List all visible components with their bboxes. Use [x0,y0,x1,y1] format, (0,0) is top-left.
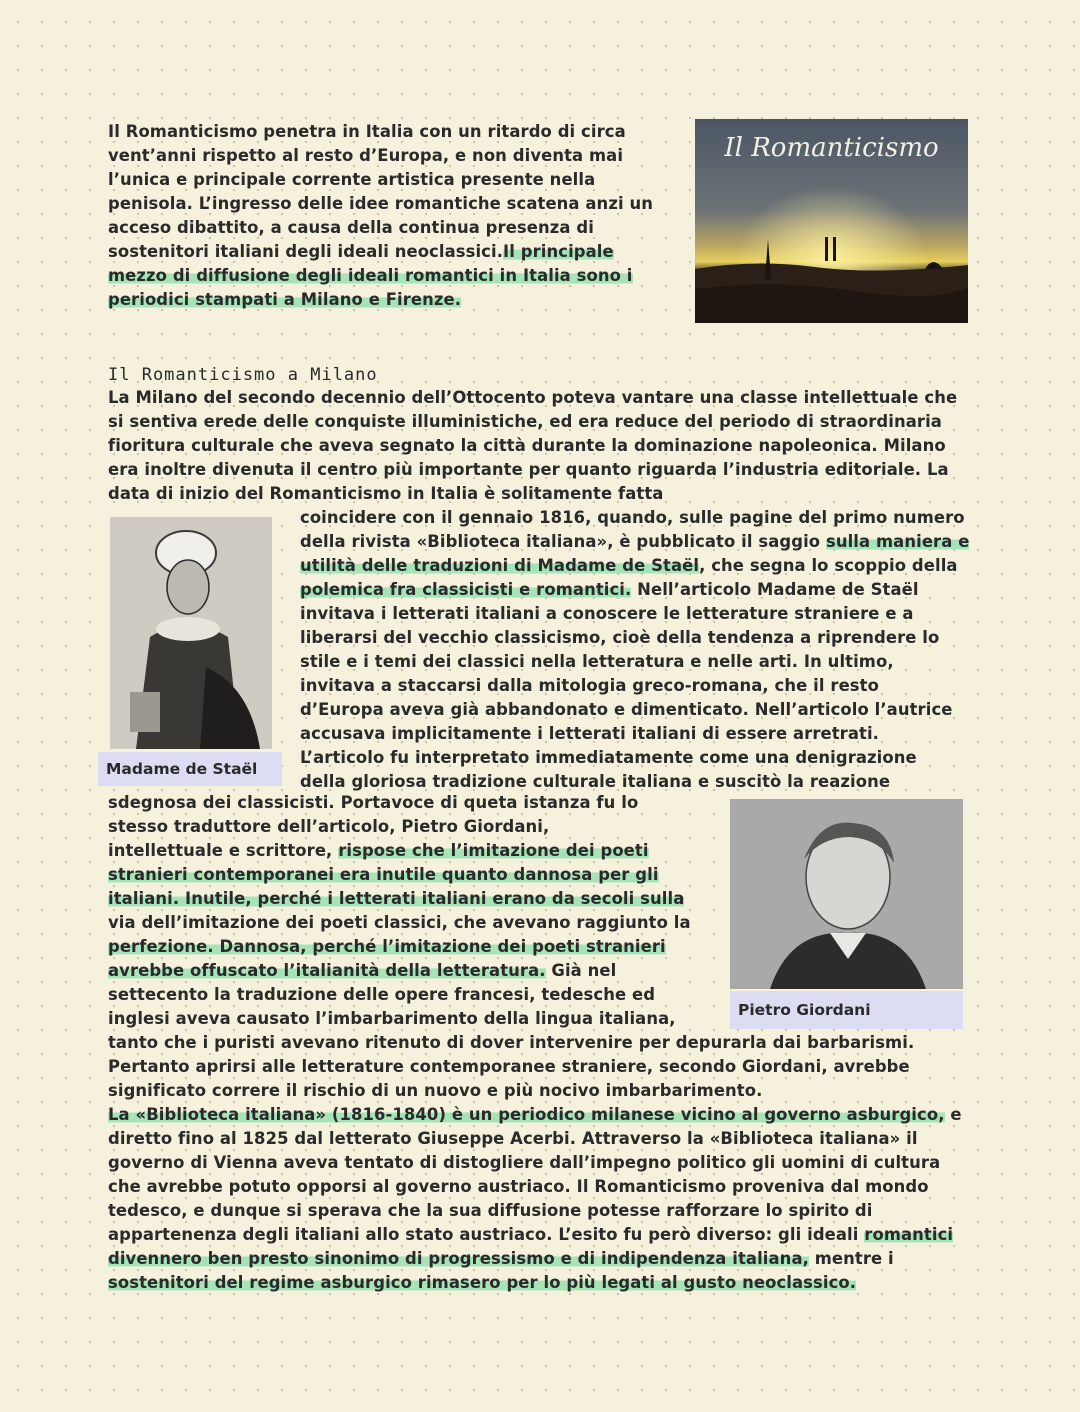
left-line-9: settecento la traduzione delle opere francesi, tedesche ed [108,985,656,1004]
milano-paragraph-2-side [300,506,980,794]
milano-para1-text: La Milano del secondo decennio dell’Ottocento poteva vantare una classe intellettuale che si sentiva erede delle conquiste illuministiche, ed era reduce del periodo di straordinaria fioritura culturale che aveva segnato la città durante la dominazione napoleonica. Milano era inoltre divenuta il centro più importante per quanto riguarda l’industria editoriale. [108,388,958,479]
side-line-4: polemica fra classicisti e romantici. Nell’articolo Madame de Staël [300,580,919,599]
side-line-6: liberarsi del vecchio classicismo, cioè della tendenza a riprendere lo [300,628,940,647]
caption-stael: Madame de Staël [98,752,282,786]
pietro-giordani-portrait [730,799,963,989]
para3-text-a: e diretto fino al 1825 dal letterato Giuseppe Acerbi. Attraverso la «Biblioteca italiana» il governo di Vienna aveva tentato di distogliere dall’impegno politico gli uomini di cultura che avrebbe potuto opporsi al governo austriaco. Il Romanticismo proveniva dal mondo tedesco, e dunque si sperava che la sua diffusione potesse rafforzare lo spirito di appartenenza degli italiani allo stato austriaco. L’esito fu però diverso: gli ideali [108,1105,962,1244]
milano-paragraph-3 [108,1103,973,1295]
left-line-5: italiani. Inutile, perché i letterati italiani erano da secoli sulla [108,889,685,908]
cover-title: Il Romanticismo [724,133,939,163]
para3-text-b: mentre i [808,1249,894,1268]
stael-engraving [110,517,272,749]
left-line-10: inglesi aveva causato l’imbarbarimento della lingua italiana, [108,1009,676,1028]
section-heading-milano: Il Romanticismo a Milano [108,365,378,385]
left-line-2: stesso traduttore dell’articolo, Pietro Giordani, [108,817,550,836]
side-line-7: stile e i temi dei classici nella letteratura e nelle arti. In ultimo, [300,652,894,671]
left-line-6: via dell’imitazione dei poeti classici, che avevano raggiunto la [108,913,691,932]
milano-paragraph-2-left [108,791,718,1031]
intro-highlight: Il principale mezzo di diffusione degli ideali romantici in Italia sono i periodici stampati a Milano e Firenze. [108,242,633,309]
para3-highlight-3: sostenitori del regime asburgico rimasero per lo più legati al gusto neoclassico. [108,1273,857,1292]
side-line-1: coincidere con il gennaio 1816, quando, sulle pagine del primo numero [300,508,965,527]
para3-highlight-2: romantici divennero ben presto sinonimo di progressismo e di indipendenza italiana, [108,1225,954,1268]
intro-text: Il Romanticismo penetra in Italia con un ritardo di circa vent’anni rispetto al resto d’Europa, e non diventa mai l’unica e principale corrente artistica presente nella penisola. L’ingresso delle idee romantiche scatena anzi un acceso dibattito, a causa della continua presenza di sostenitori italiani degli ideali neoclassici. [108,122,654,261]
caption-giordani: Pietro Giordani [730,991,963,1029]
left-line-7: perfezione. Dannosa, perché l’imitazione dei poeti stranieri [108,937,666,956]
giordani-engraving [730,799,963,989]
side-line-11: L’articolo fu interpretato immediatamente come una denigrazione [300,748,917,767]
para3-highlight-1: La «Biblioteca italiana» (1816-1840) è un periodico milanese vicino al governo asburgico, [108,1105,945,1124]
side-line-2: della rivista «Biblioteca italiana», è pubblicato il saggio sulla maniera e [300,532,970,551]
left-line-1: sdegnosa dei classicisti. Portavoce di queta istanza fu lo [108,793,639,812]
side-line-5: invitava i letterati italiani a conoscere le letterature straniere e a [300,604,914,623]
milano-para2-start: La data di inizio del Romanticismo in Italia è solitamente fatta [108,460,949,503]
side-line-10: accusava implicitamente i letterati italiani di essere arretrati. [300,724,880,743]
side-line-8: invitava a staccarsi dalla mitologia greco-romana, che il resto [300,676,879,695]
side-line-3: utilità delle traduzioni di Madame de Staël, che segna lo scoppio della [300,556,958,575]
romanticismo-cover-image [695,119,968,323]
left-line-3: intellettuale e scrittore, rispose che l’imitazione dei poeti [108,841,649,860]
left-line-8: avrebbe offuscato l’italianità della letteratura. Già nel [108,961,617,980]
madame-de-stael-portrait [110,517,272,749]
side-line-12: della gloriosa tradizione culturale italiana e suscitò la reazione [300,772,891,791]
intro-paragraph [108,120,668,312]
side-line-9: d’Europa aveva già abbandonato e dimenticato. Nell’articolo l’autrice [300,700,953,719]
milano-paragraph-1 [108,386,973,506]
milano-paragraph-2-end: tanto che i puristi avevano ritenuto di dover intervenire per depurarla dai barbarismi. Pertanto aprirsi alle letterature contemporanee straniere, secondo Giordani, avrebbe significato correre il rischio di un nuovo e più nocivo imbarbarimento. [108,1033,915,1100]
left-line-4: stranieri contemporanei era inutile quanto dannosa per gli [108,865,659,884]
